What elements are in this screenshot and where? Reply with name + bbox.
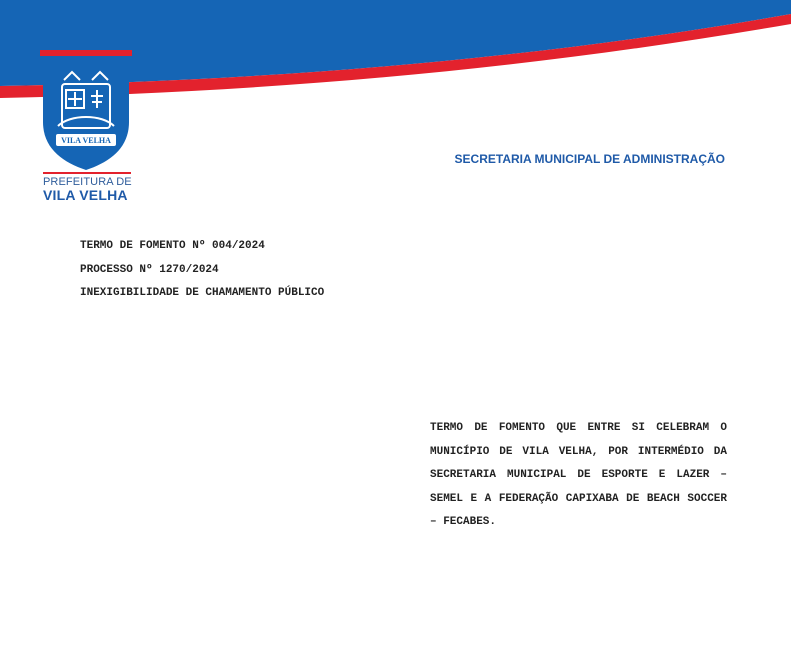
secretaria-title: SECRETARIA MUNICIPAL DE ADMINISTRAÇÃO [454, 152, 725, 166]
logo-divider [43, 172, 131, 174]
crest-banner-text: VILA VELHA [61, 136, 111, 145]
logo-prefeitura-label: PREFEITURA DE [43, 176, 132, 188]
document-summary: TERMO DE FOMENTO QUE ENTRE SI CELEBRAM O MUNICÍPIO DE VILA VELHA, POR INTERMÉDIO DA SECRETARIA MUNICIPAL DE ESPORTE E LAZER – SEMEL E A FEDERAÇÃO CAPIXABA DE BEACH SOCCER – FECABES. [430, 422, 727, 529]
logo-city-label: VILA VELHA [43, 187, 128, 203]
vila-velha-crest-logo [40, 50, 132, 172]
document-heading [80, 239, 324, 310]
processo-number: PROCESSO Nº 1270/2024 [80, 263, 219, 276]
inexigibilidade-line: INEXIGIBILIDADE DE CHAMAMENTO PÚBLICO [80, 287, 325, 299]
termo-number: TERMO DE FOMENTO Nº 004/2024 [80, 240, 265, 252]
